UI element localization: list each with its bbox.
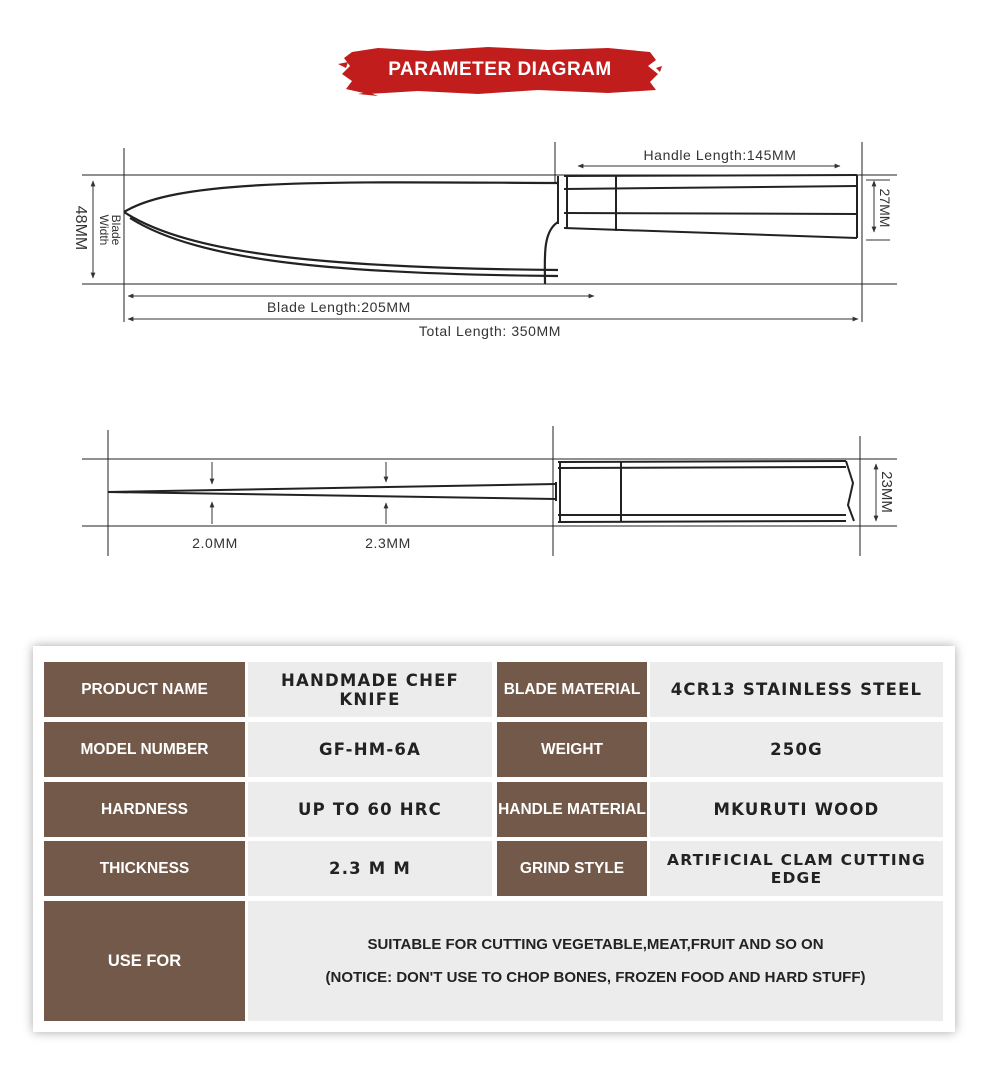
spec-value-grind-style: ARTIFICIAL CLAM CUTTING EDGE — [650, 841, 943, 896]
spec-label-hardness: HARDNESS — [44, 782, 245, 837]
handle-thickness-label: 23MM — [878, 471, 895, 513]
blade-width-value: 48MM — [72, 205, 89, 251]
handle-length-label: Handle Length:145MM — [643, 147, 797, 163]
spec-value-blade-material: 4CR13 STAINLESS STEEL — [650, 662, 943, 717]
spec-label-thickness: THICKNESS — [44, 841, 245, 896]
total-length-label: Total Length: 350MM — [418, 323, 562, 339]
spec-label-model-number: MODEL NUMBER — [44, 722, 245, 777]
blade-width-label-line1: Blade — [109, 214, 123, 246]
spec-value-weight: 250G — [650, 722, 943, 777]
spec-label-grind-style: GRIND STYLE — [497, 841, 647, 896]
specification-table — [33, 646, 955, 1032]
spec-label-blade-material: BLADE MATERIAL — [497, 662, 647, 717]
spec-value-thickness: 2.3 M M — [248, 841, 492, 896]
page-title: PARAMETER DIAGRAM — [388, 59, 612, 80]
blade-width-label-line2: Width — [97, 214, 111, 246]
spec-label-use-for: USE FOR — [44, 901, 245, 1021]
spec-label-product-name: PRODUCT NAME — [44, 662, 245, 717]
use-for-description: SUITABLE FOR CUTTING VEGETABLE,MEAT,FRUIT AND SO ON — [367, 936, 824, 953]
spine-thickness-label: 2.3MM — [365, 535, 411, 551]
spec-value-model-number: GF-HM-6A — [248, 722, 492, 777]
top-view-knife — [82, 142, 897, 322]
spec-label-handle-material: HANDLE MATERIAL — [497, 782, 647, 837]
spec-value-use-for — [248, 901, 943, 1021]
use-for-notice: (NOTICE: DON'T USE TO CHOP BONES, FROZEN FOOD AND HARD STUFF) — [325, 969, 866, 986]
tip-thickness-label: 2.0MM — [192, 535, 238, 551]
spec-label-weight: WEIGHT — [497, 722, 647, 777]
spec-value-handle-material: MKURUTI WOOD — [650, 782, 943, 837]
blade-length-label: Blade Length:205MM — [267, 299, 411, 315]
handle-width-label: 27MM — [877, 188, 893, 228]
spec-value-hardness: UP TO 60 HRC — [248, 782, 492, 837]
spec-value-product-name: HANDMADE CHEF KNIFE — [248, 662, 492, 717]
